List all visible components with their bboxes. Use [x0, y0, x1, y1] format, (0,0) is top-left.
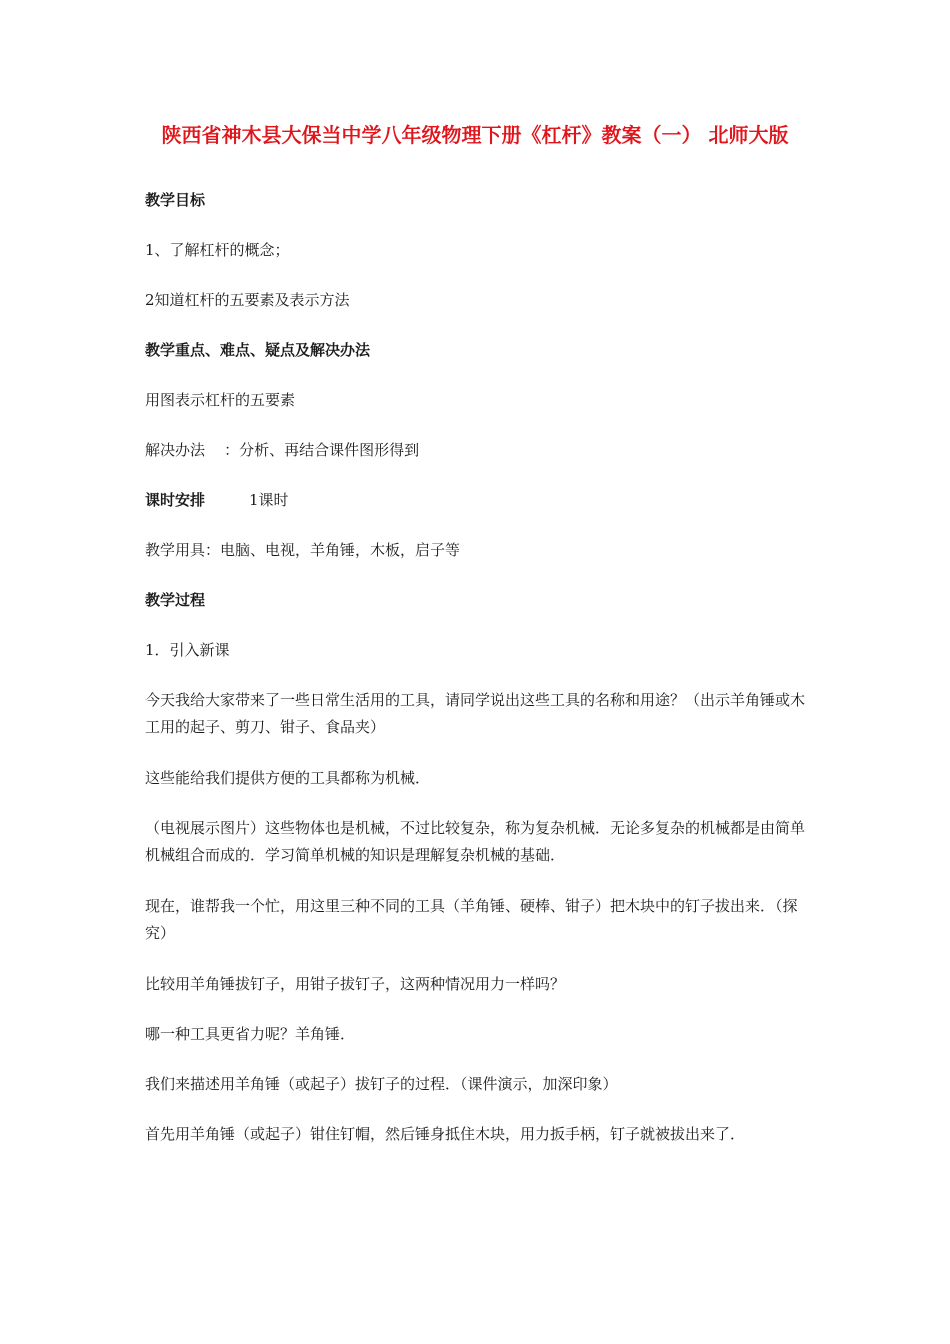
- schedule-line: [145, 487, 810, 514]
- paragraph-3: （电视展示图片）这些物体也是机械，不过比较复杂，称为复杂机械．无论多复杂的机械都是由简单机械组合而成的．学习简单机械的知识是理解复杂机械的基础．: [145, 819, 806, 864]
- paragraph-1: 今天我给大家带来了一些日常生活用的工具，请同学说出这些工具的名称和用途？（出示羊角锤或木工用的起子、剪刀、钳子、食品夹）: [145, 691, 806, 736]
- process-heading: 教学过程: [145, 591, 206, 609]
- goals-heading: 教学目标: [145, 191, 206, 209]
- paragraph-7: 我们来描述用羊角锤（或起子）拔钉子的过程．（课件演示，加深印象）: [145, 1075, 618, 1093]
- goal-item-2: 2知道杠杆的五要素及表示方法: [145, 291, 350, 309]
- schedule-label: 课时安排: [145, 491, 206, 509]
- paragraph-5: 比较用羊角锤拔钉子，用钳子拔钉子，这两种情况用力一样吗？: [145, 975, 566, 993]
- solution-line: 解决办法 ：分析、再结合课件图形得到: [145, 441, 420, 459]
- document-title: 陕西省神木县大保当中学八年级物理下册《杠杆》教案（一） 北师大版: [161, 123, 789, 147]
- schedule-value: 1课时: [249, 491, 289, 509]
- goal-item-1: 1、了解杠杆的概念；: [145, 241, 290, 259]
- key-points-heading: 教学重点、难点、疑点及解决办法: [145, 341, 371, 359]
- paragraph-6: 哪一种工具更省力呢？羊角锤．: [145, 1025, 356, 1043]
- step-1-heading: 1．引入新课: [145, 641, 230, 659]
- tools-line: 教学用具：电脑、电视，羊角锤，木板，启子等: [145, 541, 461, 559]
- paragraph-8: 首先用羊角锤（或起子）钳住钉帽，然后锤身抵住木块，用力扳手柄，钉子就被拔出来了．: [145, 1125, 746, 1143]
- paragraph-2: 这些能给我们提供方便的工具都称为机械．: [145, 769, 431, 787]
- paragraph-4: 现在，谁帮我一个忙，用这里三种不同的工具（羊角锤、硬棒、钳子）把木块中的钉子拔出来．（探究）: [145, 897, 798, 942]
- key-point-item: 用图表示杠杆的五要素: [145, 391, 296, 409]
